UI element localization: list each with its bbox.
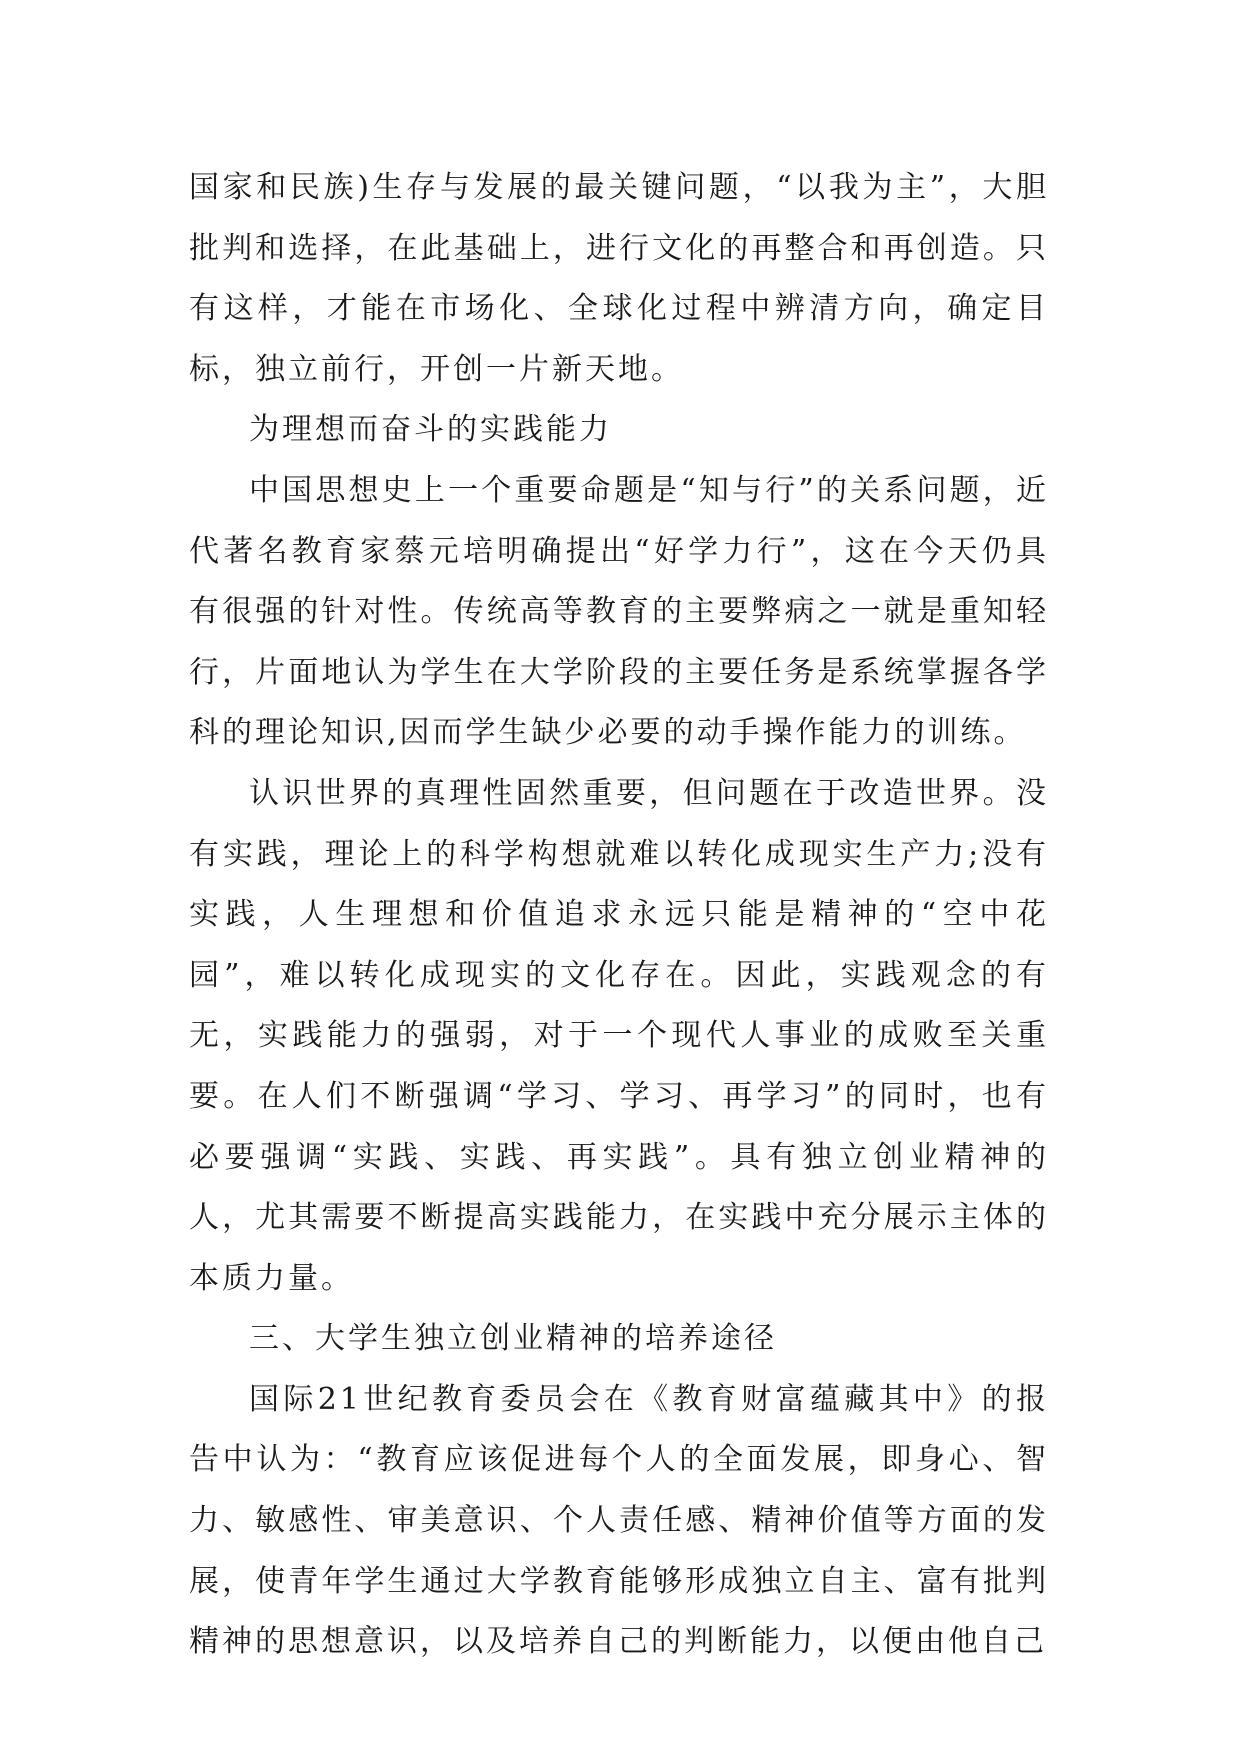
- paragraph-knowledge-action: 中国思想史上一个重要命题是“知与行”的关系问题，近代著名教育家蔡元培明确提出“好学力行”，这在今天仍具有很强的针对性。传统高等教育的主要弊病之一就是重知轻行，片面地认为学生在大学阶段的主要任务是系统掌握各学科的理论知识,因而学生缺少必要的动手操作能力的训练。: [189, 472, 1049, 751]
- section-heading-cultivation: 三、大学生独立创业精神的培养途径: [249, 1321, 777, 1357]
- section-heading-practice-ability: 为理想而奋斗的实践能力: [249, 412, 612, 448]
- paragraph-continuation: 国家和民族)生存与发展的最关键问题，“以我为主”，大胆批判和选择，在此基础上，进行文化的再整合和再创造。只有这样，才能在市场化、全球化过程中辨清方向，确定目标，独立前行，开创一片新天地。: [189, 170, 1049, 387]
- paragraph-practice-importance: 认识世界的真理性固然重要，但问题在于改造世界。没有实践，理论上的科学构想就难以转化成现实生产力;没有实践，人生理想和价值追求永远只能是精神的“空中花园”，难以转化成现实的文化存在。因此，实践观念的有无，实践能力的强弱，对于一个现代人事业的成败至关重要。在人们不断强调“学习、学习、再学习”的同时，也有必要强调“实践、实践、再实践”。具有独立创业精神的人，尤其需要不断提高实践能力，在实践中充分展示主体的本质力量。: [189, 775, 1049, 1296]
- paragraph-unesco-report: 国际21世纪教育委员会在《教育财富蕴藏其中》的报告中认为：“教育应该促进每个人的全面发展，即身心、智力、敏感性、审美意识、个人责任感、精神价值等方面的发展，使青年学生通过大学教育能够形成独立自主、富有批判精神的思想意识，以及培养自己的判断能力，以便由他自己: [189, 1381, 1049, 1660]
- document-body: [189, 158, 1049, 1673]
